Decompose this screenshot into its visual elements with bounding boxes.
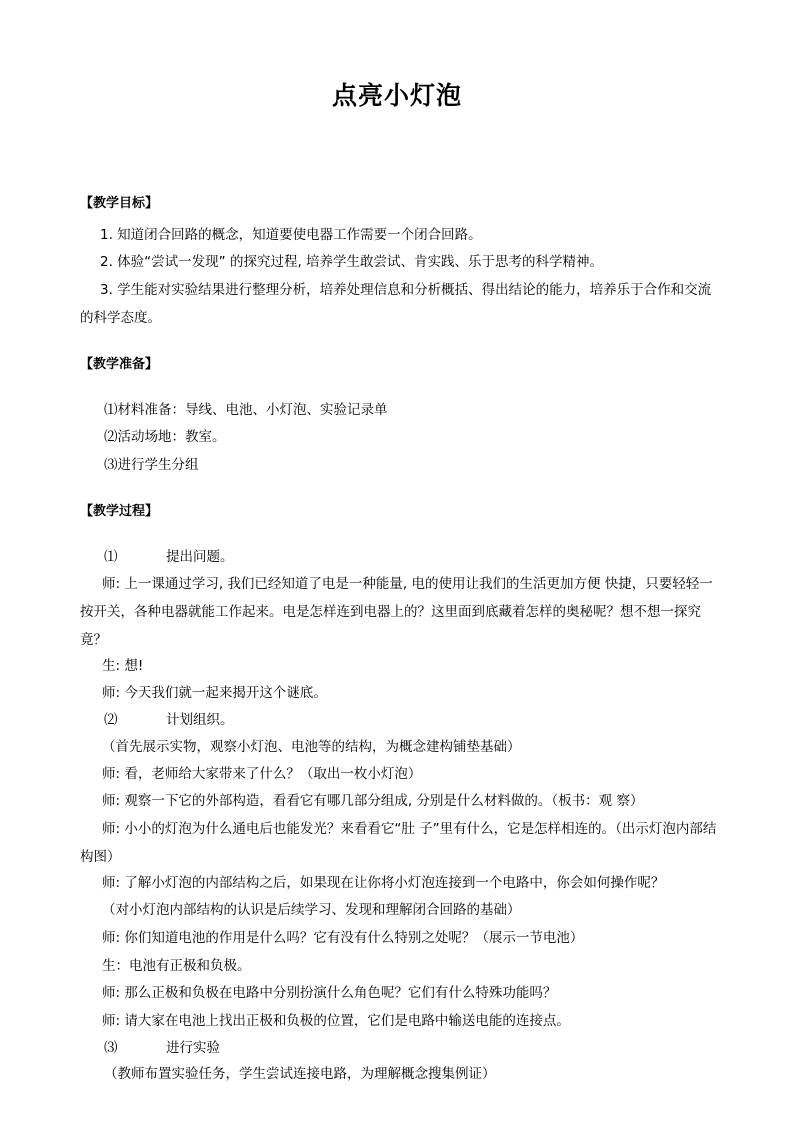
paragraph-student-poles: 生：电池有正极和负极。: [102, 958, 251, 974]
paragraph-teacher-roles: 师: 那么正极和负极在电路中分别扮演什么角色呢？它们有什么特殊功能吗？: [102, 985, 557, 1001]
objective-item-3: 3. 学生能对实验结果进行整理分析，培养处理信息和分析概括、得出结论的能力，培养乐于合作和交流的科学态度。: [80, 282, 712, 326]
paragraph-teacher-find-poles: 师: 请大家在电池上找出正极和负极的位置，它们是电路中输送电能的连接点。: [102, 1013, 570, 1029]
page-title: 点亮小灯泡: [331, 81, 462, 110]
preparation-item-2: ⑵活动场地：教室。: [104, 429, 226, 445]
paragraph-teacher-connect: 师: 了解小灯泡的内部结构之后，如果现在让你将小灯泡连接到一个电路中，你会如何操作呢？: [102, 875, 665, 891]
objective-item-2: 2. 体验“尝试一发现” 的探究过程, 培养学生敢尝试、肯实践、乐于思考的科学精神。: [100, 254, 604, 270]
paragraph-teacher-intro: 师: 上一课通过学习, 我们已经知道了电是一种能量, 电的使用让我们的生活更加方便 快捷，只要轻轻一按开关，各种电器就能工作起来。电是怎样连到电器上的？这里面到底藏着怎样的奥秘呢？想不想一探究竟？: [80, 576, 713, 648]
objectives-heading: 【教学目标】: [80, 196, 159, 211]
paragraph-teacher-battery: 师: 你们知道电池的作用是什么吗？它有没有什么特别之处呢？（展示一节电池）: [102, 930, 584, 946]
process-heading: 【教学过程】: [80, 504, 159, 519]
preparation-item-1: ⑴材料准备：导线、电池、小灯泡、实验记录单: [104, 402, 388, 418]
paragraph-note-structure: （对小灯泡内部结构的认识是后续学习、发现和理解闭合回路的基础）: [102, 902, 521, 918]
step-1-label: 提出问题。: [166, 549, 234, 565]
step-1-number: ⑴: [104, 549, 118, 565]
paragraph-note-experiment: （教师布置实验任务，学生尝试连接电路，为理解概念搜集例证）: [104, 1066, 496, 1082]
paragraph-note-show-objects: （首先展示实物，观察小灯泡、电池等的结构，为概念建构铺垫基础）: [102, 739, 521, 755]
step-2-label: 计划组织。: [166, 712, 234, 728]
step-2-number: ⑵: [104, 712, 118, 728]
step-3-number: ⑶: [104, 1040, 118, 1056]
step-3-label: 进行实验: [166, 1040, 220, 1056]
preparation-heading: 【教学准备】: [80, 357, 159, 372]
paragraph-teacher-reveal: 师: 今天我们就一起来揭开这个谜底。: [102, 685, 327, 701]
paragraph-teacher-observe: 师: 观察一下它的外部构造，看看它有哪几部分组成, 分别是什么材料做的。（板书：观 察）: [102, 793, 644, 809]
step-2: [104, 710, 234, 730]
paragraph-student-reply: 生: 想!: [102, 658, 144, 674]
preparation-item-3: ⑶进行学生分组: [104, 457, 199, 473]
step-1: [104, 547, 234, 567]
paragraph-teacher-look: 师: 看，老师给大家带来了什么？（取出一枚小灯泡）: [102, 766, 422, 782]
paragraph-teacher-bulb-inside: 师: 小小的灯泡为什么通电后也能发光？来看看它“肚 子”里有什么，它是怎样相连的。（出示灯泡内部结构图）: [80, 821, 717, 865]
step-3: [104, 1038, 220, 1058]
objective-item-1: 1. 知道闭合回路的概念，知道要使电器工作需要一个闭合回路。: [100, 227, 482, 243]
